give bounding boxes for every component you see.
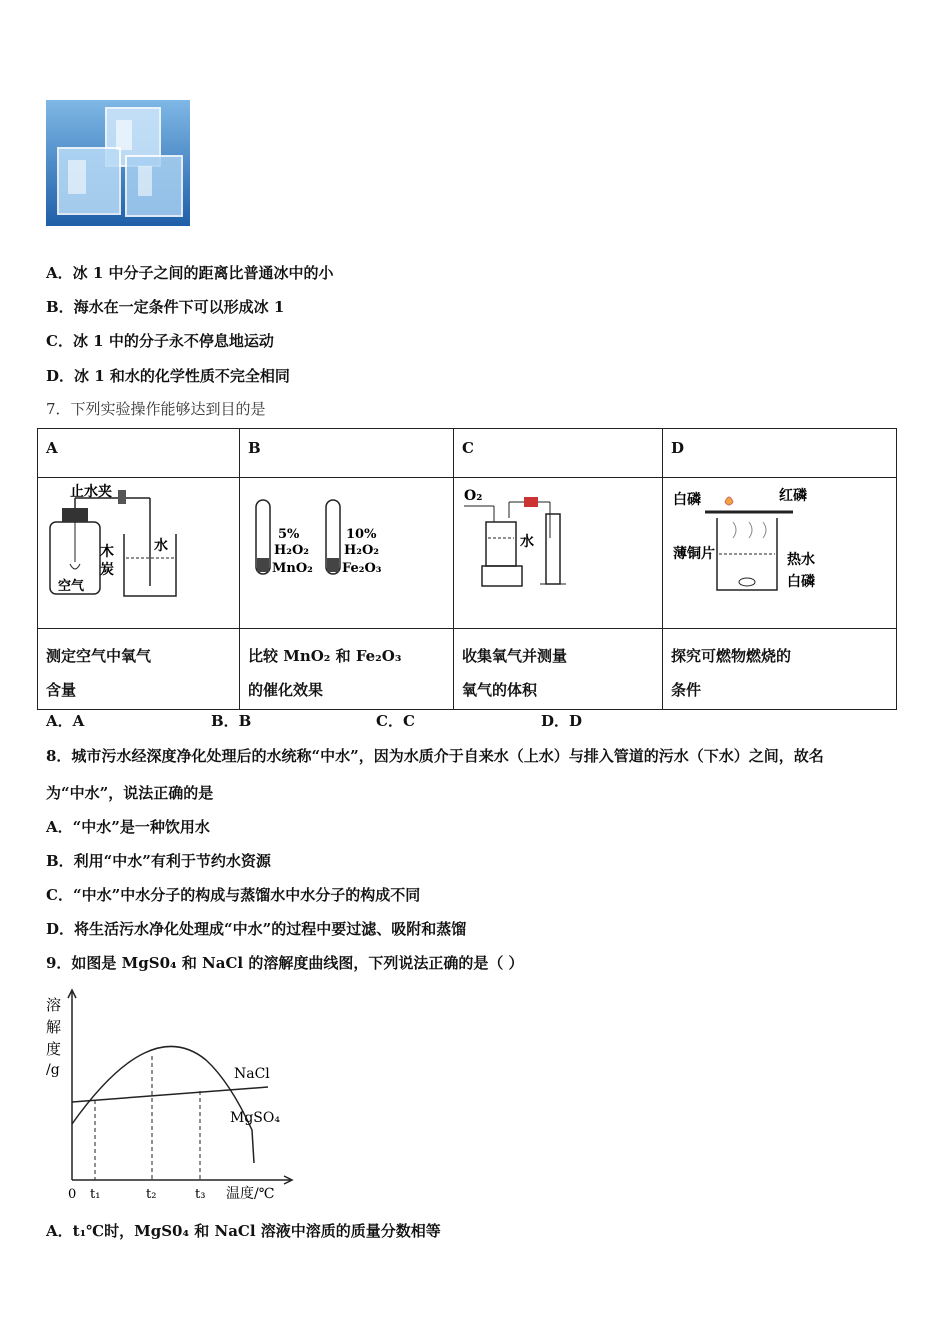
q9-option-a: A．t₁℃时，MgS0₄ 和 NaCl 溶液中溶质的质量分数相等 [46,1222,441,1240]
header-a: A [46,439,58,457]
q8-stem-line2: 为“中水”，说法正确的是 [46,784,214,802]
caption-c: 收集氧气并测量 氧气的体积 [462,647,568,699]
label-mno2: MnO₂ [272,561,313,576]
ylabel-char-2: 解 [46,1018,62,1036]
xlabel: 温度/℃ [226,1186,275,1202]
label-conc-2: 10% [346,527,377,542]
ice-cubes-image [46,100,190,226]
label-charcoal-2: 炭 [100,562,114,578]
series-nacl-line [72,1087,268,1102]
q7-option-d: D．D [541,712,583,730]
caption-a: 测定空气中氧气 含量 [46,647,152,699]
caption-b: 比较 MnO₂ 和 Fe₂O₃ 的催化效果 [248,647,402,699]
q6-option-b: B．海水在一定条件下可以形成冰 1 [46,298,285,316]
diagram-a-air-oxygen [38,478,238,624]
label-clip: 止水夹 [70,484,112,500]
label-water: 水 [154,538,168,554]
q7-stem: 7．下列实验操作能够达到目的是 [46,400,266,418]
header-c: C [462,439,474,457]
q8-option-c: C．“中水”中水分子的构成与蒸馏水中水分子的构成不同 [46,886,421,904]
label-hot-water: 热水 [787,552,815,568]
q9-stem: 9．如图是 MgS0₄ 和 NaCl 的溶解度曲线图，下列说法正确的是（ ） [46,954,524,972]
label-white-p: 白磷 [673,492,701,508]
legend-mgso4: MgSO₄ [230,1110,280,1126]
xtick-t2: t₂ [146,1187,157,1202]
ylabel-char-3: 度 [46,1040,62,1058]
ylabel-char-4: /g [46,1062,60,1078]
label-h2o2-2: H₂O₂ [344,543,379,558]
q7-experiment-table [37,428,897,710]
xtick-t3: t₃ [195,1187,206,1202]
label-white-p-2: 白磷 [787,574,815,590]
caption-d: 探究可燃物燃烧的 条件 [671,647,792,699]
label-h2o2-1: H₂O₂ [274,543,309,558]
xtick-t1: t₁ [90,1187,101,1202]
header-b: B [248,439,261,457]
series-mgso4-line [72,1046,254,1163]
header-d: D [671,439,685,457]
q7-option-a: A．A [46,712,85,730]
legend-nacl: NaCl [234,1066,270,1082]
q8-stem-line1: 8．城市污水经深度净化处理后的水统称“中水”，因为水质介于自来水（上水）与排入管道的污水（下水）之间，故名 [46,747,824,765]
diagram-b-catalysts [240,478,452,624]
ice-photo [46,100,190,226]
q8-option-a: A．“中水”是一种饮用水 [46,818,210,836]
label-conc-1: 5% [278,527,300,542]
q7-option-c: C．C [376,712,415,730]
q7-option-b: B．B [211,712,252,730]
label-red-p: 红磷 [779,488,807,504]
q6-option-c: C．冰 1 中的分子永不停息地运动 [46,332,274,350]
solubility-chart [40,988,310,1208]
label-copper: 薄铜片 [673,546,715,562]
xtick-0: 0 [68,1187,77,1202]
q6-option-a: A．冰 1 中分子之间的距离比普通冰中的小 [46,264,334,282]
diagram-c-collect-oxygen [454,478,660,624]
label-charcoal-1: 木 [100,544,114,560]
label-water-c: 水 [520,534,534,550]
ylabel-char-1: 溶 [46,996,62,1014]
q8-option-d: D．将生活污水净化处理成“中水”的过程中要过滤、吸附和蒸馏 [46,920,467,938]
q6-option-d: D．冰 1 和水的化学性质不完全相同 [46,367,290,385]
label-air: 空气 [58,579,85,594]
diagram-d-combustion [663,478,895,624]
q8-option-b: B．利用“中水”有利于节约水资源 [46,852,271,870]
label-fe2o3: Fe₂O₃ [342,561,382,576]
label-o2: O₂ [464,488,483,504]
